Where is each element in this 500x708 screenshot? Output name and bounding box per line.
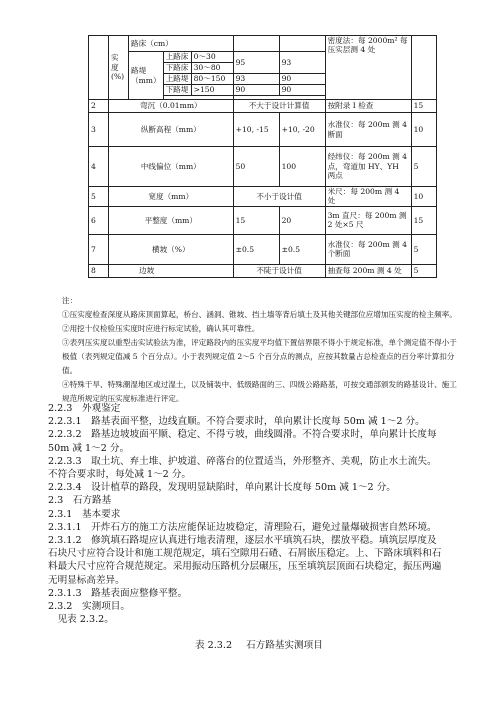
item-label-cell: 实度(%) <box>109 36 129 100</box>
paragraph-line: 见表 2.3.2。 <box>48 614 114 626</box>
row-number-cell: 5 <box>89 187 109 207</box>
row-number-cell <box>89 36 109 100</box>
spec2-cell <box>279 36 325 52</box>
layer-cell: 上路堤 <box>163 74 191 85</box>
method-cell: 3m 直尺：每 200m 测 2 处×5 尺 <box>325 206 411 234</box>
inspection-table <box>88 35 437 278</box>
value-cell: 90 <box>279 85 325 96</box>
document-body <box>48 402 466 626</box>
item-cell: 横坡（%） <box>109 234 234 264</box>
row-number-cell: 3 <box>89 113 109 147</box>
table-row <box>89 206 437 234</box>
spec2-cell: 20 <box>279 206 325 234</box>
item-cell: 平整度（mm） <box>109 206 234 234</box>
spec-cell <box>233 36 279 52</box>
method-cell: 水准仪：每 200m 测 4 断面 <box>325 113 411 147</box>
weight-cell: 10 <box>411 187 436 207</box>
caption-title: 石方路基实测项目 <box>246 640 323 651</box>
depth-cell: 0～30 <box>191 52 233 63</box>
caption-number: 表 2.3.2 <box>195 640 233 651</box>
spec2-cell: ±0.5 <box>279 234 325 264</box>
weight-cell: 15 <box>411 206 436 234</box>
table-row <box>89 264 437 277</box>
paragraph-line: 2.2.3.3 取土坑、弃土堆、护坡道、碎落台的位置适当，外形整齐、美观，防止水土流失。 <box>48 455 437 467</box>
paragraph-line: 50m 减 1～2 分。 <box>48 442 130 454</box>
note-item: ④特殊干旱、特殊潮湿地区或过湿土，以及铺装中、低级路面的三、四级公路路基，可按交通部颁发的路基设计、施工规范所规定的压实度标准进行评定。 <box>62 380 457 403</box>
value-cell: 93 <box>279 52 325 74</box>
value-cell: 95 <box>233 52 279 74</box>
paragraph-line: 2.3.1.1 开炸石方的施工方法应能保证边坡稳定，清理险石，避免过量爆破损害自然环境。 <box>48 521 437 533</box>
value-cell: 90 <box>279 74 325 85</box>
weight-cell: 5 <box>411 234 436 264</box>
spec-cell: 不大于设计计算值 <box>233 100 325 113</box>
paragraph-line: 不符合要求时，每处减 1～2 分。 <box>48 469 192 481</box>
item-cell: 中线偏位（mm） <box>109 147 234 187</box>
table-row <box>89 234 437 264</box>
table-row <box>89 147 437 187</box>
row-number-cell: 8 <box>89 264 109 277</box>
section-heading: 2.2.3 外观鉴定 <box>48 403 121 414</box>
method-cell: 水准仪：每 200m 测 4 个断面 <box>325 234 411 264</box>
weight-cell: 5 <box>411 147 436 187</box>
row-number-cell: 7 <box>89 234 109 264</box>
layer-cell: 下路堤 <box>163 85 191 96</box>
depth-cell: >150 <box>191 85 233 96</box>
section-heading: 2.3.1 基本要求 <box>48 508 121 520</box>
paragraph-line: 2.3.1.3 路基表面应整修平整。 <box>48 587 188 599</box>
item-cell: 纵断高程（mm） <box>109 113 234 147</box>
value-cell: 90 <box>233 85 279 96</box>
embankment-header: 路堤（mm） <box>129 52 164 100</box>
roadbed-header: 路床（cm） <box>129 36 234 52</box>
spec-cell: +10, -15 <box>233 113 279 147</box>
value-cell: 93 <box>233 74 279 85</box>
row-number-cell: 6 <box>89 206 109 234</box>
note-heading: 注： <box>62 296 78 305</box>
weight-cell: 10 <box>411 113 436 147</box>
depth-cell: 80～150 <box>191 74 233 85</box>
weight-cell <box>411 36 436 100</box>
method-cell: 按附录 I 检查 <box>325 100 411 113</box>
paragraph-line: 无明显标高差异。 <box>48 574 125 586</box>
section-heading: 2.3 石方路基 <box>48 495 112 507</box>
table-row <box>89 113 437 147</box>
spec2-cell: 100 <box>279 147 325 187</box>
paragraph-line: 料最大尺寸应符合规范规定。采用振动压路机分层碾压，压至填筑层顶面石块稳定，振压两遍 <box>48 561 442 573</box>
item-cell: 宽度（mm） <box>109 187 234 207</box>
note-item: ①压实度检查深度从路床顶面算起，桥台、涵洞、锥坡、挡土墙等背后填土及其他关键部位应增加压实度的检主频率。 <box>62 310 457 319</box>
spec-cell: 不陡于设计值 <box>233 264 325 277</box>
spec-cell: 50 <box>233 147 279 187</box>
method-cell: 经纬仪：每 200m 测 4 点，弯道加 HY、YH 两点 <box>325 147 411 187</box>
item-cell: 弯沉（0.01mm） <box>109 100 234 113</box>
spec-cell: ±0.5 <box>233 234 279 264</box>
method-cell: 密度法：每 2000m² 每压实层测 4 处 <box>325 36 411 100</box>
paragraph-line: 2.3.1.2 修筑填石路堤应认真进行地表清理，逐层水平填筑石块，摆放平稳。填筑层厚度及 <box>48 535 437 547</box>
paragraph-line: 2.2.3.4 设计植草的路段，发现明显缺陷时，单向累计长度每 50m 减 1～2 分。 <box>48 482 396 494</box>
note-item: ②用挖十仪检验压实度时应进行标定试验，确认其可靠性。 <box>62 324 260 333</box>
depth-cell: 30～80 <box>191 63 233 74</box>
note-item: ③表列压实度以重型击实试验法为准，评定路段内的压实度平均值下置信界限不得小于规定标准，单个测定值不得小于极值（表列规定值减 5 个百分点）。小于表列规定值 2～5 个百分点的测点，应按其数量占总检查点的百分率计算扣分值。 <box>62 338 457 375</box>
spec-cell: 15 <box>233 206 279 234</box>
spec2-cell: +10, -20 <box>279 113 325 147</box>
item-cell: 边坡 <box>109 264 234 277</box>
method-cell: 抽查每 200m 测 4 处 <box>325 264 411 277</box>
table-row <box>89 36 437 52</box>
table-row <box>89 187 437 207</box>
paragraph-line: 石块尺寸应符合设计和施工规范规定，填石空隙用石碴、石屑嵌压稳定。上、下路床填料和石 <box>48 548 442 560</box>
row-number-cell: 2 <box>89 100 109 113</box>
weight-cell: 15 <box>411 100 436 113</box>
table-caption <box>195 637 323 651</box>
spec-cell: 不小于设计值 <box>233 187 325 207</box>
table-row <box>89 100 437 113</box>
row-number-cell: 4 <box>89 147 109 187</box>
layer-cell: 上路床 <box>163 52 191 63</box>
layer-cell: 下路床 <box>163 63 191 74</box>
section-heading: 2.3.2 实测项目。 <box>48 601 130 613</box>
paragraph-line: 2.2.3.1 路基表面平整，边线直顺。不符合要求时，单向累计长度每 50m 减 1～2 分。 <box>48 416 425 428</box>
paragraph-line: 2.2.3.2 路基边坡坡面平顺、稳定、不得亏坡，曲线圆滑。不符合要求时，单向累计长度每 <box>48 429 437 441</box>
method-cell: 米尺：每 200m 测 4 处 <box>325 187 411 207</box>
table-notes <box>62 294 462 406</box>
weight-cell: 5 <box>411 264 436 277</box>
